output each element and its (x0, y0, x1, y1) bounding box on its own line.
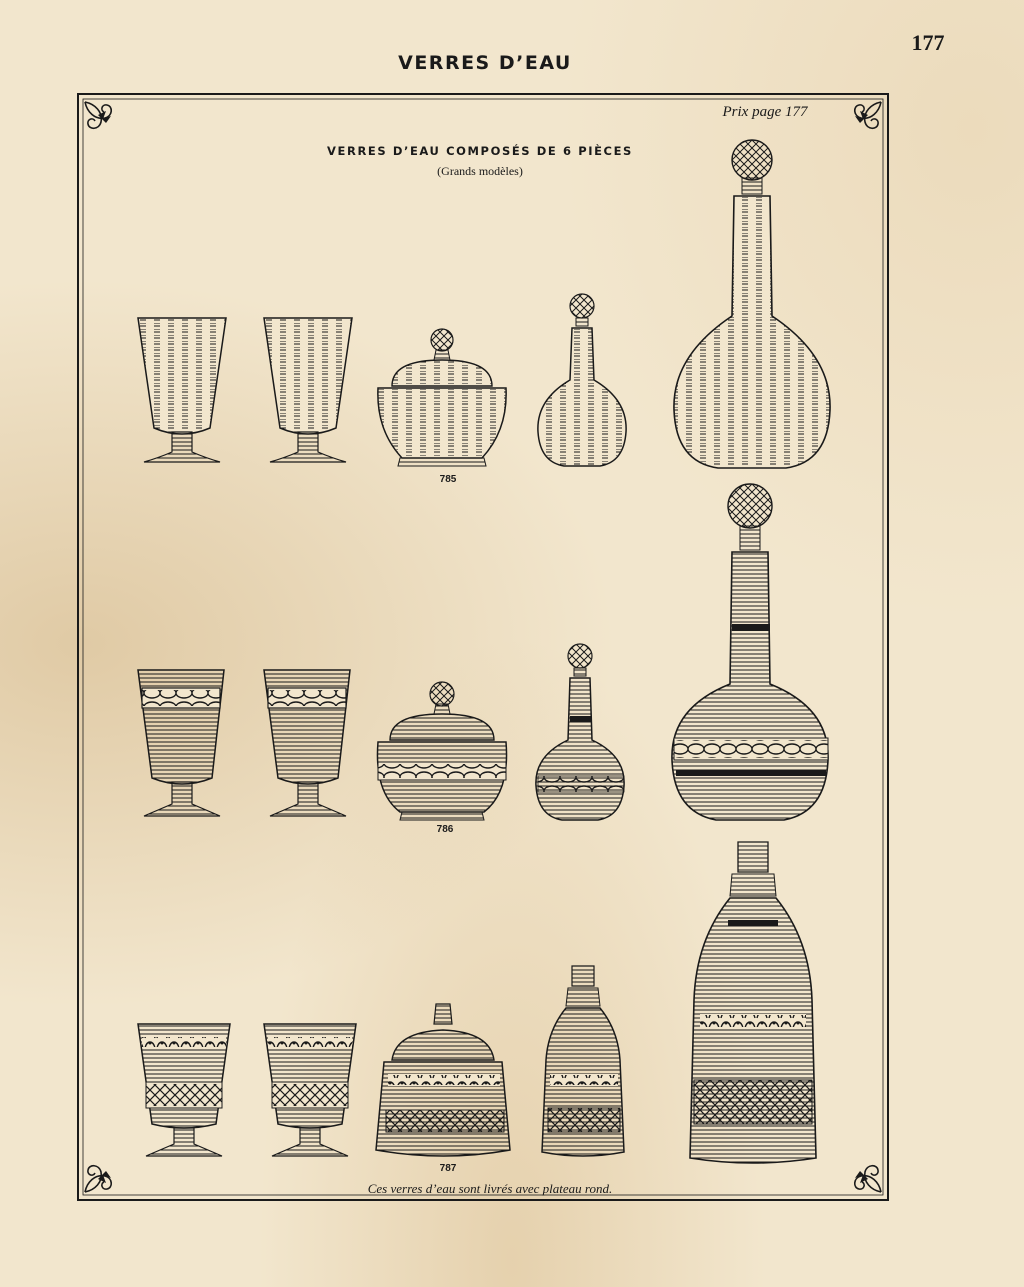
tumbler-785-right (264, 318, 352, 462)
section-title: VERRES D’EAU COMPOSÉS DE 6 PIÈCES (327, 144, 633, 158)
set-785 (138, 140, 830, 468)
set-787 (138, 842, 816, 1163)
tumbler-785-left (138, 318, 226, 462)
section-subtitle: (Grands modèles) (437, 164, 523, 178)
carafe-small-786 (536, 644, 624, 820)
tumbler-786-right (264, 670, 350, 816)
model-number-787: 787 (439, 1163, 457, 1174)
tumbler-787-left (138, 1024, 230, 1156)
footer-note: Ces verres d’eau sont livrés avec plateau rond. (367, 1181, 613, 1196)
carafe-large-785 (674, 140, 830, 468)
tumbler-787-right (264, 1024, 356, 1156)
page-title: VERRES D’EAU (398, 52, 572, 74)
page-number: 177 (911, 30, 945, 55)
set-786 (138, 484, 828, 820)
model-number-786: 786 (436, 824, 454, 835)
carafe-large-787 (690, 842, 816, 1163)
sugar-bowl-786 (377, 682, 506, 820)
model-number-785: 785 (439, 474, 457, 485)
carafe-large-786 (672, 484, 828, 820)
tumbler-786-left (138, 670, 224, 816)
price-reference: Prix page 177 (722, 104, 808, 120)
carafe-small-787 (542, 966, 624, 1156)
carafe-small-785 (538, 294, 626, 466)
sugar-bowl-785 (378, 329, 506, 466)
sugar-bowl-787 (376, 1004, 510, 1156)
